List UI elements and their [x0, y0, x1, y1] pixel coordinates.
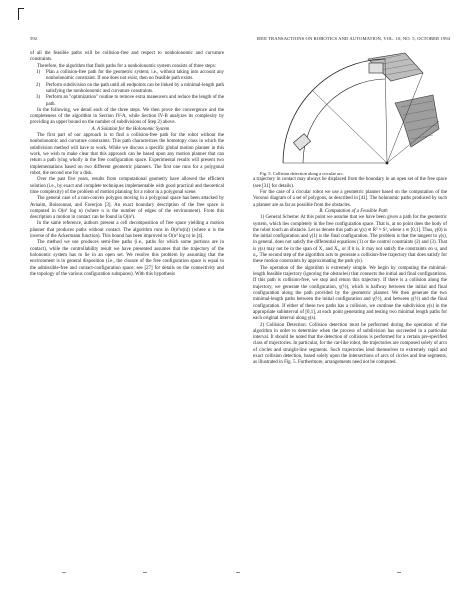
arc-center	[386, 162, 389, 165]
crop-mark	[18, 8, 24, 9]
running-title: IEEE TRANSACTIONS ON ROBOTICS AND AUTOMATION, VOL. 10, NO. 5, OCTOBER 1994	[256, 36, 450, 41]
crop-mark	[62, 572, 66, 573]
paragraph: of all the feasible paths will be collision-free and respect to nonholonomic and curvature constraints.	[30, 51, 224, 63]
section-heading: B. Computation of a Feasible Path	[319, 208, 388, 214]
list-text: Perform subdivision on the path until all endpoints can be linked by a minimal-length path satisfying the nonholonomic and curvature constraints.	[46, 82, 224, 94]
paragraph: In the following, we detail each of the three steps. We then prove the convergence and the completeness of the algorithm in Section IV-A, while Section IV-B analyzes its complexity by providing an upper bound on the number of subdivisions of Step 2) above.	[30, 107, 224, 126]
list-number: 2)	[36, 82, 41, 88]
list-item	[30, 83, 224, 96]
paragraph: The operation of the algorithm is extremely simple. We begin by computing the minimal-length feasible trajectory (ignoring the obstacles) that connects the initial and final configurations. If this path is collision-free, we stop and return this trajectory. If there is a collision along the trajectory, we generate the configuration, γ(½), which is halfway between the initial and final configuration along the path provided by the geometric planner. We then generate the two minimal-length paths between the initial configuration and γ(½), and between γ(½) and the final configuration. If either of these two paths has a collision, we continue the subdivision γ(s) in the appropriate subinterval of [0,1], at each point generating and testing two minimal length paths for each original interval along γ(s).	[253, 265, 447, 322]
crop-mark	[236, 572, 240, 573]
collision-detection-figure	[273, 51, 443, 169]
robot-pose	[369, 63, 383, 73]
paragraph: The method we use produces semi-free paths (i.e., paths for which some portions are in contact), while the controllability result we have presented assumes that the trajectory of the holonomic system has to lie in an open set. We resolve this problem by assuming that the environment is in general disposition (i.e., the closure of the free configuration space is equal to the admissible-free and contact-configuration space; see [27] for details on the connectivity and the topology of the various configuration subspaces). With this hypothesis	[30, 240, 224, 277]
paragraph: Therefore, the algorithm that finds paths for a nonholonomic system consists of three steps:	[37, 63, 217, 69]
right-column	[253, 51, 447, 367]
page-number: 592	[30, 36, 38, 41]
page-header	[30, 36, 450, 46]
list-number: 1)	[36, 69, 41, 75]
robot-pose	[293, 134, 310, 151]
figure-caption: Fig. 5. Collision detection along a circular arc.	[260, 171, 344, 176]
list-number: 3)	[36, 95, 41, 101]
list-text: Perform an "optimization" routine to remove extra maneuvers and reduce the length of the path.	[46, 95, 224, 107]
paragraph: The first part of our approach is to find a collision-free path for the robot without the nonholonomic and curvature constraints. This path characterizes the homotopy class in which the subdivision method will have to work. While we discuss a specific global motion planner in this work, we wish to make clear that this approach can be based upon any motion planner that can return a path lying wholly in the free configuration space. Experimental results will present two implementations based on two different geometric planners. The first one runs for a polygonal robot, the second one for a disk.	[30, 133, 224, 176]
crop-mark	[397, 572, 401, 573]
paragraph: The general case of a non-convex polygon moving in a polygonal space has been attacked by Avnaim, Boissonnat, and Faverjon [3]. An exact boundary description of the free space is computed in O(n³ log n) (where n is the number of edges of the environment). From this description a motion in contact can be found in O(n³).	[30, 196, 224, 221]
crop-mark	[18, 8, 19, 20]
list-item	[30, 70, 224, 83]
paragraph: For the case of a circular robot we use a geometric planner based on the computation of the Voronoi diagram of a set of polygons, as described in [41]. The holonomic paths produced by such a planner are as far as possible from the obstacles.	[253, 189, 447, 208]
paragraph: Over the past five years, results from computational geometry have allowed the efficient solution (i.e., by exact and complete techniques implementable with good practical and theoretical time complexity) of the problem of motion planning for a robot in a polygonal scene.	[30, 177, 224, 195]
list-text: Plan a collision-free path for the geometric system; i.e., without taking into account any nonholonomic constraint. If one does not exist, then no feasible path exists.	[46, 69, 224, 82]
figure-5	[253, 51, 447, 171]
paragraph: In the same reference, authors present a cell decomposition of free space yielding a motion planner that produces paths without contact. The algorithm runs in O(n⁶α(n)) (where α is the inverse of the Ackermann function). This bound has been improved to O(n³ log n) in [4].	[30, 221, 224, 240]
paragraph: a trajectory in contact may always be displaced from the boundary in an open set of the free space (see [31] for details).	[253, 177, 447, 189]
section-heading: A. A Solution for the Holonomic System	[91, 126, 170, 132]
paragraph: 2) Collision Detection: Collision detection must be performed during the operation of the algorithm in order to determine when the process of subdivision has succeeded in a particular interval. It should be noted that the detection of collisions is performed for a certain pre-specified class of trajectories. In particular, for the car-like robot, the trajectories are composed solely of arcs of circles and straight-line segments. Such trajectories lend themselves to extremely rapid and exact collision detection, based solely upon the intersections of arcs of circles and line segments, as illustrated in Fig. 5. Furthermore, arrangements need not be computed.	[253, 322, 447, 366]
paragraph: 1) General Scheme: At this point we assume that we have been given a path for the geometric system, which lies completely in the free configuration space. That is, at no point does the body of the robot touch an obstacle. Let us denote this path as γ(s) ∈ R² × S¹, where s ∈ [0,1]. Thus, γ(0) is the initial configuration and γ(1) is the final configuration. The problem is that the tangent to γ(s), in general, does not satisfy the differential equations (1) or the control constraints (2) and (3). That is γ(s) may not be in the span of X₁ and X₂, or if it is, it may not satisfy the constraints on u₁ and u₂. The second step of the algorithm acts to generate a collision-free trajectory that does satisfy for these motion constraints by approximating the path γ(s).	[253, 215, 447, 265]
left-column	[30, 51, 224, 278]
list-item	[30, 95, 224, 108]
crop-mark	[143, 572, 147, 573]
steps-list	[30, 70, 224, 108]
obstacle-polygon	[395, 95, 439, 147]
